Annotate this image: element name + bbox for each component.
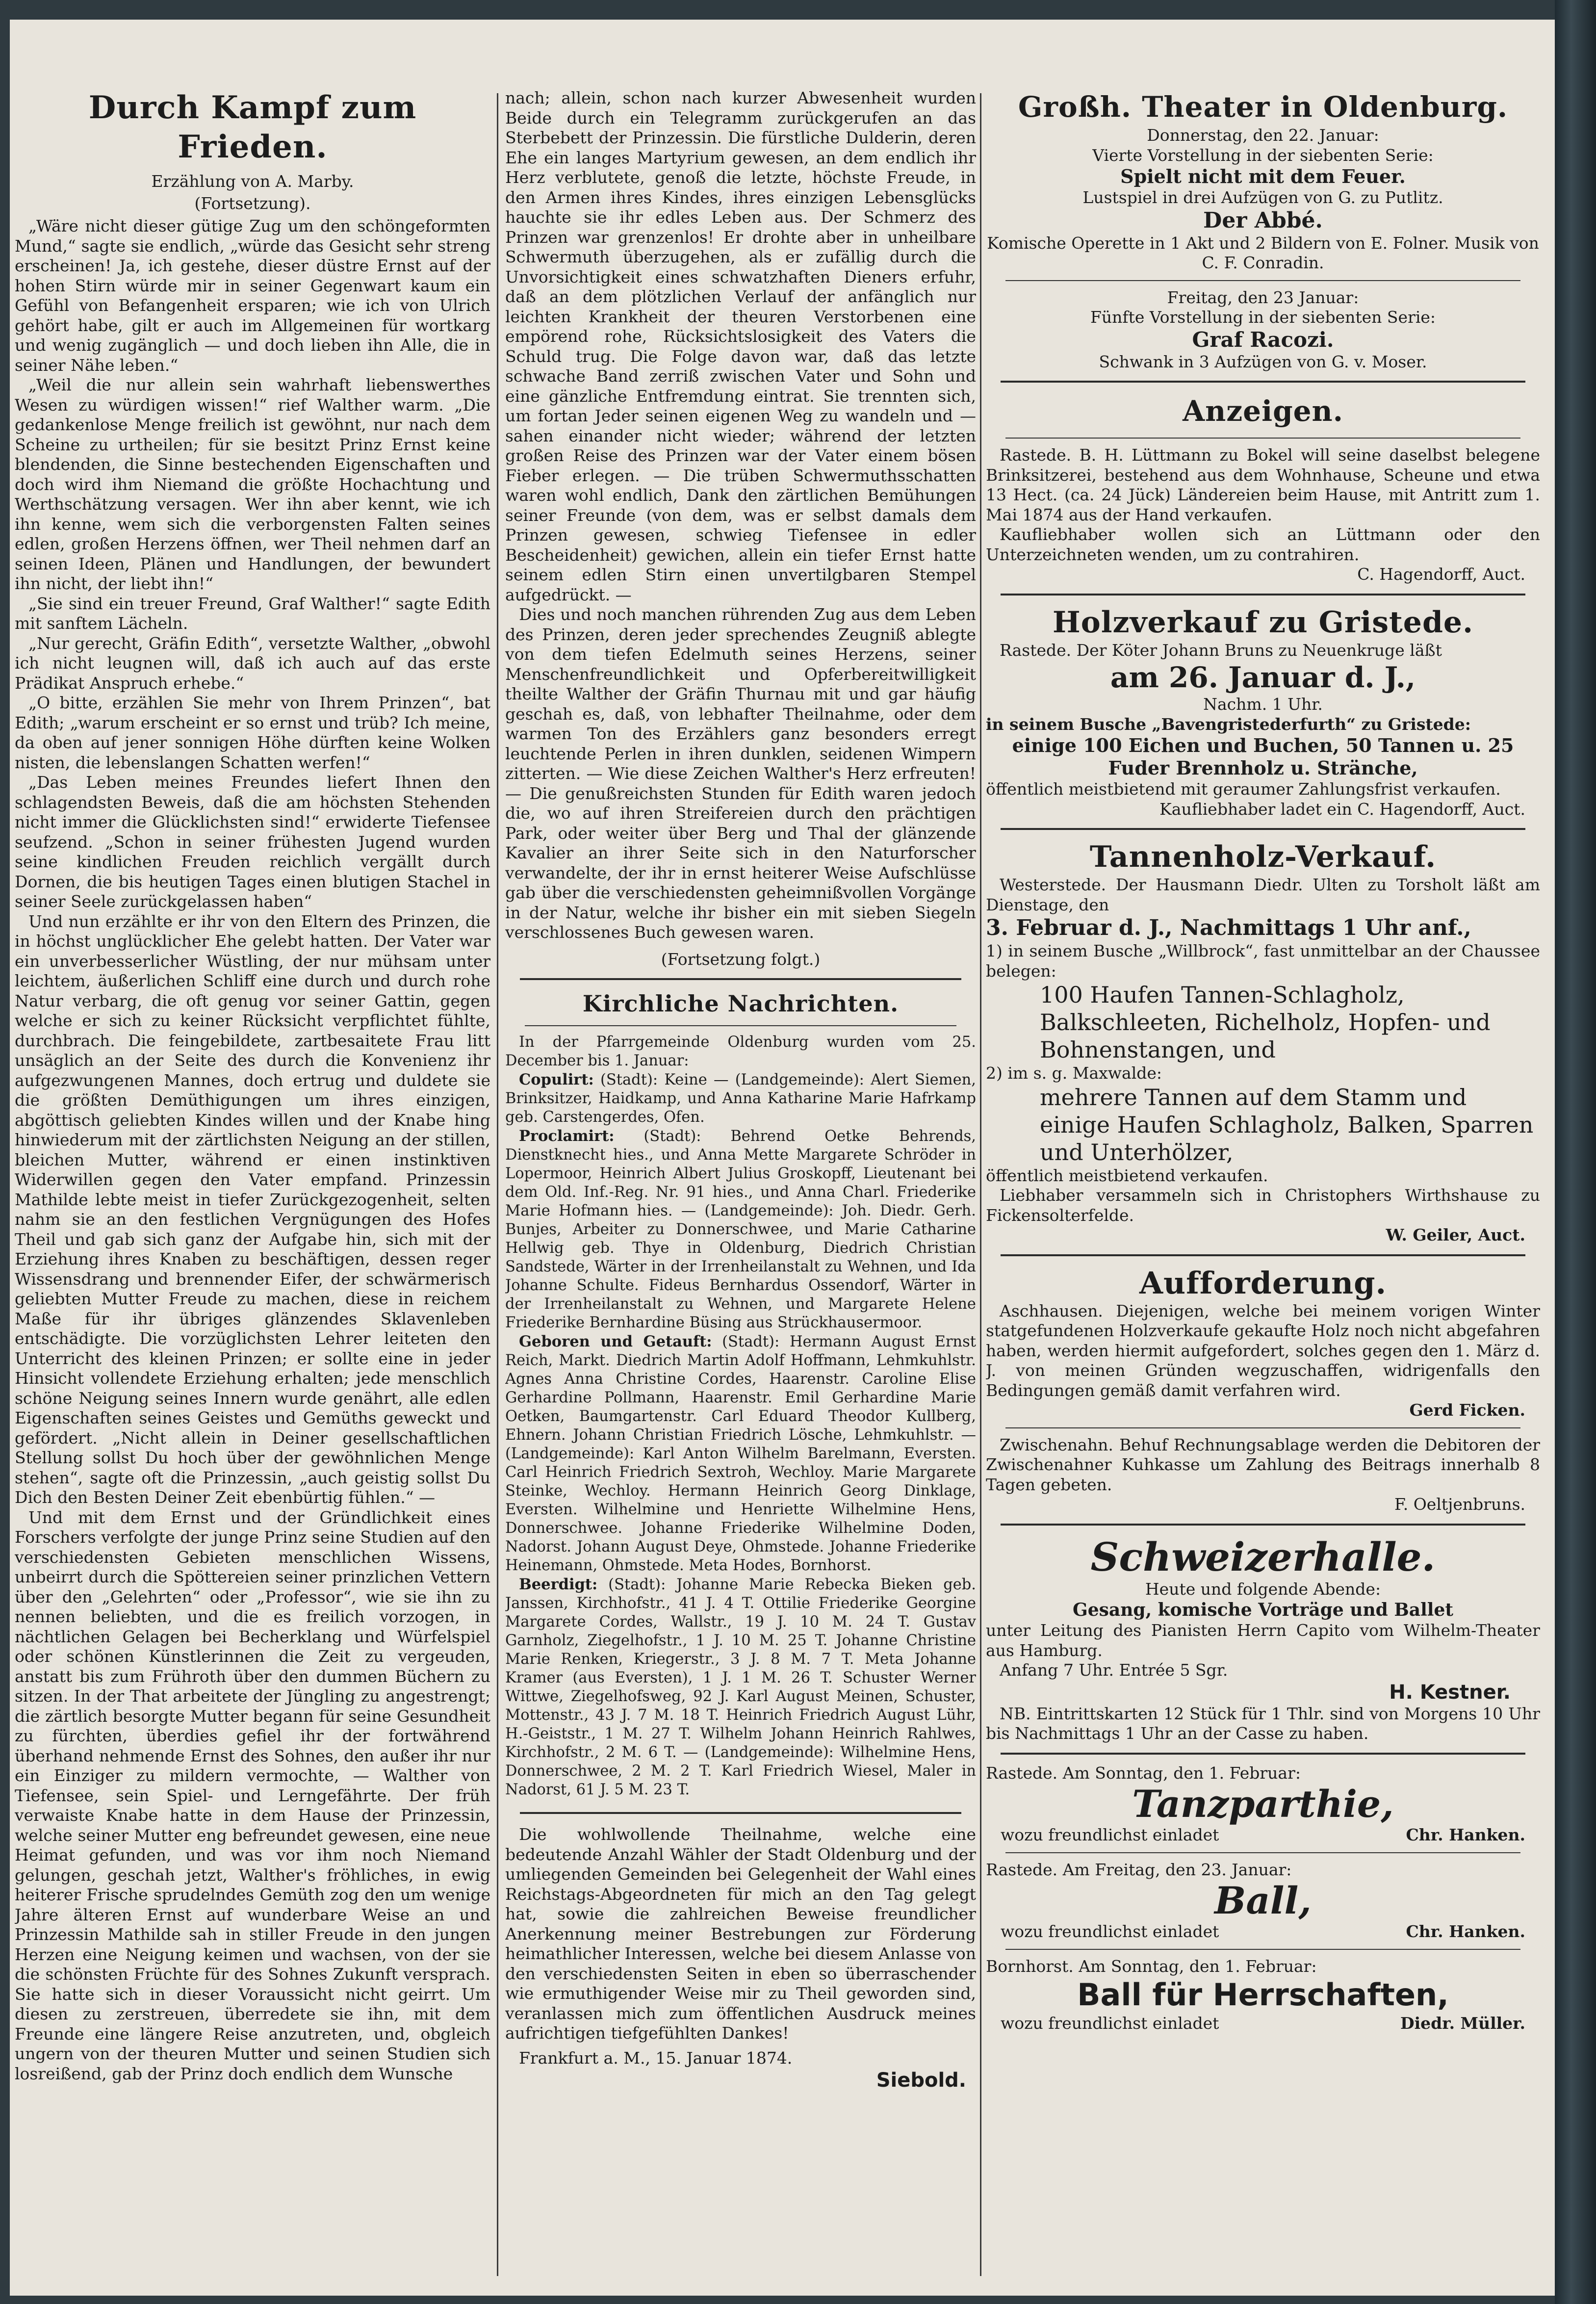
ad-ball-intro: Rastede. Am Freitag, den 23. Januar: xyxy=(986,1860,1292,1879)
ad-kuhkasse-text: Zwischenahn. Behuf Rechnungsablage werden die Debitoren der Zwischenahner Kuhkasse um Zahlung des Beitrags innerhalb 8 Tagen gebeten. xyxy=(986,1435,1540,1494)
ad-signature: Chr. Hanken. xyxy=(1406,1825,1525,1844)
ad-signature: C. Hagendorff, Auct. xyxy=(1357,565,1525,584)
column-divider xyxy=(980,93,981,2276)
section-divider xyxy=(1001,1524,1525,1526)
story-continuation: (Fortsetzung). xyxy=(194,193,311,213)
theater-line: Komische Operette in 1 Akt und 2 Bildern von E. Folner. Musik von C. F. Conradin. xyxy=(987,233,1539,272)
church-text: (Stadt): Johanne Marie Rebecka Bieken geb. Janssen, Kirchhofstr., 41 J. 4 T. Ottilie Friederike Georgine Margarete Cordes, Wallstr., 19 J. 10 M. 24 T. Gustav Garnholz, Ziegelhofstr., 1 J. 10 M. 25 T. Johanne Christine Marie Renken, Kriegerstr., 3 J. 8 M. 7 T. Meta Johanne Kramer (aus Eversten), 1 J. 1 M. 26 T. Schuster Werner Wittwe, Ziegelhofsweg, 92 J. Karl August Meinen, Schuster, Mottenstr., 43 J. 7 M. 18 T. Heinrich Friedrich August Lühr, H.-Geiststr., 1 M. 27 T. Wilhelm Johann Heinrich Rahlwes, Kirchhofstr., 2 M. 6 T. — (Landgemeinde): Wilhelmine Hens, Donnerschwee, 2 M. 2 T. Karl Friedrich Wiesel, Maler in Nadorst, 61 J. 5 M. 23 T. xyxy=(505,1576,976,1798)
theater-line: Donnerstag, den 22. Januar: xyxy=(1147,126,1379,145)
ad-aufforderung-text: Aschhausen. Diejenigen, welche bei meinem vorigen Winter statgefundenen Holzverkaufe gekaufte Holz noch nicht abgefahren haben, werden hiermit aufgefordert, solches gegen den 1. März d. J. von meinen Gründen wegzuschaffen, widrigenfalls den Bedingungen gemäß damit verfahren wird. xyxy=(986,1301,1540,1400)
theater-play-title: Spielt nicht mit dem Feuer. xyxy=(1120,165,1406,187)
ad-ball-footer xyxy=(986,1922,1540,1942)
section-divider xyxy=(520,1812,961,1814)
story-paragraph: „Weil die nur allein sein wahrhaft liebenswerthes Wesen zu würdigen wissen!“ rief Walther warm. „Die gedankenlose Menge freilich ist gewöhnt, nur nach dem Scheine zu urtheilen; für sie besitzt Prinz Ernst keine blendenden, die Sinne bestechenden Eigenschaften und doch wird ihm Niemand die größte Hochachtung und Werthschätzung versagen. Wer ihn aber kennt, wie ich ihn kenne, wem sich die verborgensten Falten seines edlen, großen Herzens öffnen, wer Theil nehmen darf an seinen Ideen, Plänen und Handlungen, der bewundert ihn nicht, der liebt ihn!“ xyxy=(15,375,490,593)
ad-schweizerhalle-nb: NB. Eintrittskarten 12 Stück für 1 Thlr. sind von Morgens 10 Uhr bis Nachmittags 1 Uhr an der Casse zu haben. xyxy=(986,1704,1540,1743)
ad-tannenholz-lot2-items: mehrere Tannen auf dem Stamm und einige Haufen Schlagholz, Balken, Sparren und Unterhölzer, xyxy=(1040,1084,1534,1165)
column-divider xyxy=(497,93,498,2276)
thanks-notice: Die wohlwollende Theilnahme, welche eine bedeutende Anzahl Wähler der Stadt Oldenburg und der umliegenden Gemeinden bei Gelegenheit der Wahl eines Reichstags-Abgeordneten für mich an den Tag gelegt hat, sowie die zahlreichen Beweise freundlicher Anerkennung meiner Bestrebungen zur Förderung heimathlicher Interessen, welche bei diesem Anlasse von den verschiedensten Seiten in eben so überraschender wie ermuthigender Weise mir zu Theil geworden sind, veranlassen mich zum öffentlichen Ausdruck meines aufrichtigen tiefgefühlten Dankes! xyxy=(505,1825,976,2043)
ad-signature: F. Oeltjenbruns. xyxy=(1394,1495,1525,1514)
story-paragraph: Und mit dem Ernst und der Gründlichkeit eines Forschers verfolgte der junge Prinz seine Studien auf den verschiedensten Gebieten menschlichen Wissens, unbeirrt durch die Spöttereien seiner prinzlichen Vettern über den „Gelehrten“ oder „Professor“, wie sie ihn zu nennen beliebten, und die es freilich vorzogen, in nächtlichen Gelagen bei Becherklang und Würfelspiel oder schönen Künstlerinnen die Zeit zu vergeuden, anstatt bis zum Frühroth über den dummen Büchern zu sitzen. In der That arbeitete der Jüngling zu angestrengt; die zärtlich besorgte Mutter begann für seine Gesundheit zu fürchten, überdies gefiel ihr der fortwährend überhand nehmende Ernst des Sohnes, den außer ihr nur ein Einziger zu mildern vermochte, — Walther von Tiefensee, sein Spiel- und Lerngefährte. Der früh verwaiste Knabe hatte in dem Hause der Prinzessin, welche seiner Mutter eng befreundet gewesen, eine neue Heimat gefunden, und was vor ihm noch Niemand gelungen, geschah jetzt, Walther's fröhliches, in ewig heiterer Frische sprudelndes Gemüth zog den um wenige Jahre älteren Ernst auf wunderbare Weise an und Prinzessin Mathilde sah in stiller Freude in den jungen Herzen eine Neigung keimen und wachsen, von der sie die schönsten Früchte für des Sohnes Zukunft versprach. Sie hatte sich in dieser Voraussicht nicht geirrt. Um diesen zu zerstreuen, überredete sie ihn, mit dem Freunde eine längere Reise anzutreten, und, obgleich ungern von der theuren Mutter und seinen Studien sich losreißend, gab der Prinz doch endlich dem Wunsche xyxy=(15,1507,490,2083)
church-label: Proclamirt: xyxy=(519,1127,615,1145)
ad-tannenholz-lot2: 2) im s. g. Maxwalde: xyxy=(986,1063,1162,1083)
ad-luettmann-contact: Kaufliebhaber wollen sich an Lüttmann oder den Unterzeichneten wenden, um zu contrahiren. xyxy=(986,525,1540,564)
thanks-place-date: Frankfurt a. M., 15. Januar 1874. xyxy=(519,2048,793,2068)
section-divider xyxy=(1001,381,1525,383)
theater-play-title: Der Abbé. xyxy=(1203,207,1323,233)
church-text: (Stadt): Behrend Oetke Behrends, Dienstknecht hies., und Anna Mette Margarete Schröder in Lopermoor, Heinrich Albert Julius Groskopff, Lieutenant bei dem Old. Inf.-Reg. Nr. 91 hies., und Anna Charl. Friederike Marie Hofmann hies. — (Landgemeinde): Joh. Diedr. Gerh. Bunjes, Arbeiter zu Donnerschwee, und Marie Catharine Hellwig geb. Thye in Oldenburg, Diedrich Christian Sandstede, Wärter in der Irrenheilanstalt zu Wehnen, und Ida Johanne Schulte. Fideus Bernhardus Ossendorf, Wärter in der Irrenheilanstalt zu Wehnen, und Margarete Helene Friederike Bernhardine Büsing aus Strückhausermoor. xyxy=(505,1128,976,1331)
ad-tanz-intro: Rastede. Am Sonntag, den 1. Februar: xyxy=(986,1763,1301,1783)
story-paragraph: Dies und noch manchen rührenden Zug aus dem Leben des Prinzen, deren jeder sprechendes Zeugniß ablegte von dem tiefen Edelmuth seines Herzens, seiner Menschenfreundlichkeit und Opferbereitwilligkeit theilte Walther der Gräfin Thurnau mit und gar häufig geschah es, daß, von lebhafter Theilnahme, oder dem warmen Ton des Erzählers ganz besonders erregt leuchtende Perlen in ihren dunklen, seidenen Wimpern zitterten. — Wie diese Zeichen Walther's Herz erfreuten! — Die genußreichsten Stunden für Edith waren jedoch die, wo auf ihren Streifereien durch den prächtigen Park, oder weiter über Berg und Thal der glänzende Kavalier an ihrer Seite sich in den Naturforscher verwandelte, der ihr in ernst heiterer Weise Aufschlüsse gab über die verschiedensten geheimnißvollen Vorgänge in der Natur, welche ihr bisher ein mit sieben Siegeln verschlossenes Buch gewesen waren. xyxy=(505,605,976,942)
section-divider xyxy=(1001,1753,1525,1755)
ad-schweizerhalle-line: Heute und folgende Abende: xyxy=(1145,1579,1381,1599)
ad-signature: Kaufliebhaber ladet ein C. Hagendorff, Auct. xyxy=(1159,799,1525,819)
church-entry-copulirt xyxy=(505,1070,976,1127)
theater-line: Vierte Vorstellung in der siebenten Serie: xyxy=(1092,145,1434,165)
ad-signature: H. Kestner. xyxy=(1389,1681,1511,1704)
story-paragraph: Und nun erzählte er ihr von den Eltern des Prinzen, die in höchst unglücklicher Ehe gelebt hatten. Der Vater war ein unverbesserlicher Wüstling, der nur mühsam unter leichtem, äußerlichen Schliff eine durch und durch rohe Natur verbarg, die oft genug vor seiner Gattin, gegen welche er sich zu keiner Rücksicht verpflichtet fühlte, durchbrach. Die feingebildete, zartbesaitete Frau litt unsäglich an der Seite des durch die Konvenienz ihr aufgezwungenen Mannes, doch ertrug und duldete sie die größten Demüthigungen um ihres einzigen, abgöttisch geliebten Kindes willen und der Knabe hing hinwiederum mit der zärtlichsten Neigung an der stillen, bleichen Mutter, während er einen instinktiven Widerwillen gegen den Vater empfand. Prinzessin Mathilde lebte meist in tiefer Zurückgezogenheit, selten nahm sie an den festlichen Vergnügungen des Hofes Theil und gab sich ganz der Aufgabe hin, sich mit der Erziehung ihres Knaben zu beschäftigen, dessen reger Wissensdrang und brennender Eifer, der schwärmerisch geliebten Mutter Freude zu machen, diese in reichem Maße für ihr übriges glänzendes Sklavenleben entschädigte. Die vorzüglichsten Lehrer leiteten den Unterricht des kleinen Prinzen; er sollte eine in jeder Hinsicht vollendete Erziehung erhalten; jede menschlich schöne Neigung seines Innern wurde genährt, alle edlen Eigenschaften seines Geistes und Gemüths geweckt und gefördert. „Nicht allein in Deiner gesellschaftlichen Stellung sollst Du hoch über der gewöhnlichen Menge stehen“, sagte oft die Prinzessin, „auch geistig sollst Du Dich den Besten Deiner Zeit ebenbürtig fühlen.“ — xyxy=(15,911,490,1507)
story-byline: Erzählung von A. Marby. xyxy=(151,172,354,191)
ad-holzverkauf-date: am 26. Januar d. J., xyxy=(1110,661,1416,694)
section-divider xyxy=(1001,828,1525,830)
title-underline xyxy=(1005,438,1520,439)
church-entry-proclamirt xyxy=(505,1127,976,1332)
ad-tannenholz-meeting: Liebhaber versammeln sich in Christophers Wirthshause zu Fickensolterfelde. xyxy=(986,1186,1540,1225)
church-intro: In der Pfarrgemeinde Oldenburg wurden vom 25. December bis 1. Januar: xyxy=(505,1034,976,1069)
church-entry-beerdigt xyxy=(505,1575,976,1799)
story-paragraph: „Sie sind ein treuer Freund, Graf Walther!“ sagte Edith mit sanftem Lächeln. xyxy=(15,594,490,633)
theater-line: Fünfte Vorstellung in der siebenten Serie: xyxy=(1090,308,1436,327)
story-paragraph: „Nur gerecht, Gräfin Edith“, versetzte Walther, „obwohl ich nicht leugnen will, daß ich auch auf das erste Prädikat Anspruch erhebe.“ xyxy=(15,633,490,693)
ad-tannenholz-date: 3. Februar d. J., Nachmittags 1 Uhr anf., xyxy=(986,915,1471,940)
theater-line: Freitag, den 23 Januar: xyxy=(1167,287,1359,307)
section-divider xyxy=(1005,1852,1520,1853)
ad-invite-text: wozu freundlichst einladet xyxy=(1001,1922,1219,1941)
ad-signature: Chr. Hanken. xyxy=(1406,1922,1525,1941)
church-entry-geboren xyxy=(505,1332,976,1575)
story-continued xyxy=(505,88,976,969)
book-binding-edge xyxy=(1555,0,1596,2304)
ad-aufforderung-title: Aufforderung. xyxy=(1139,1265,1387,1301)
section-divider xyxy=(1005,1949,1520,1950)
ad-invite-text: wozu freundlichst einladet xyxy=(1001,1825,1219,1844)
section-divider xyxy=(1005,280,1520,281)
story-title: Durch Kampf zum Frieden. xyxy=(88,89,417,165)
church-news-title: Kirchliche Nachrichten. xyxy=(582,990,899,1017)
ad-tannenholz-lot1: 1) in seinem Busche „Willbrock“, fast unmittelbar an der Chaussee belegen: xyxy=(986,941,1540,981)
theater-line: Schwank in 3 Aufzügen von G. v. Moser. xyxy=(1099,352,1427,371)
ad-signature: W. Geiler, Auct. xyxy=(1386,1225,1525,1244)
thanks-signature: Siebold. xyxy=(876,2069,966,2092)
church-text: (Stadt): Hermann August Ernst Reich, Markt. Diedrich Martin Adolf Hoffmann, Lehmkuhlstr. Agnes Anna Christine Cordes, Haarenstr. Caroline Elise Gerhardine Pollmann, Haarenstr. Emil Gerhardine Marie Oetken, Baumgartenstr. Carl Eduard Theodor Kullberg, Ehnern. Johann Christian Friedrich Lösche, Lehmkuhlstr. — (Landgemeinde): Karl Anton Wilhelm Barelmann, Eversten. Carl Heinrich Friedrich Sextroh, Wechloy. Marie Margarete Steinke, Wechloy. Hermann Heinrich Georg Dinklage, Eversten. Wilhelmine und Henriette Wilhelmine Hens, Donnerschwee. Johanne Friederike Wilhelmine Doden, Nadorst. Johann August Deye, Ohmstede. Johanne Friederike Heinemann, Ohmstede. Meta Hodes, Bornhorst. xyxy=(505,1333,976,1574)
ad-schweizerhalle-line: Anfang 7 Uhr. Entrée 5 Sgr. xyxy=(1000,1660,1228,1680)
ads-heading: Anzeigen. xyxy=(1183,394,1343,428)
ad-tannenholz-intro: Westerstede. Der Hausmann Diedr. Ulten zu Torsholt läßt am Dienstage, den xyxy=(986,875,1540,914)
theater-line: Lustspiel in drei Aufzügen von G. zu Putlitz. xyxy=(1082,188,1443,207)
ad-tannenholz-title: Tannenholz-Verkauf. xyxy=(1089,840,1437,874)
ad-holzverkauf-intro: Rastede. Der Köter Johann Bruns zu Neuenkruge läßt xyxy=(1000,640,1442,660)
church-label: Beerdigt: xyxy=(519,1576,598,1593)
ad-holzverkauf-title: Holzverkauf zu Gristede. xyxy=(1053,605,1473,640)
ad-herrschaften-intro: Bornhorst. Am Sonntag, den 1. Februar: xyxy=(986,1956,1317,1976)
ad-tannenholz-terms: öffentlich meistbietend verkaufen. xyxy=(986,1165,1268,1185)
ad-tanz-title: Tanzparthie, xyxy=(1132,1782,1394,1826)
story-paragraph: „O bitte, erzählen Sie mehr von Ihrem Prinzen“, bat Edith; „warum erscheint er so ernst und trüb? Ich meine, da oben auf jener sonnigen Höhe dürften keine Wolken nisten, die lebenslangen Schatten werfen!“ xyxy=(15,693,490,772)
ad-schweizerhalle-program: Gesang, komische Vorträge und Ballet xyxy=(1072,1600,1453,1620)
ad-tannenholz-lot1-items: 100 Haufen Tannen-Schlagholz, Balkschleeten, Richelholz, Hopfen- und Bohnenstangen, und xyxy=(1040,982,1491,1063)
story-paragraph: „Wäre nicht dieser gütige Zug um den schöngeformten Mund,“ sagte sie endlich, „würde das Gesicht sehr streng erscheinen! Ja, ich gestehe, dieser düstre Ernst auf der hohen Stirn würde mir in seiner Gegenwart kaum ein Gefühl von Befangenheit ersparen; wie ich von Ulrich gehört habe, gilt er auch im Allgemeinen für wortkarg und wenig zugänglich — und doch lieben ihn Alle, die in seiner Nähe leben.“ xyxy=(15,216,490,375)
ad-holzverkauf-terms: öffentlich meistbietend mit geraumer Zahlungsfrist verkaufen. xyxy=(986,779,1501,799)
ad-invite-text: wozu freundlichst einladet xyxy=(1001,2014,1219,2033)
story-paragraph: „Das Leben meines Freundes liefert Ihnen den schlagendsten Beweis, daß die am höchsten Stehenden nicht immer die Glücklichsten sind!“ erwiderte Tiefensee seufzend. „Schon in seiner frühesten Jugend wurden seine kindlichen Freuden reichlich vergällt durch Dornen, die bis heutigen Tages einen blutigen Stachel in seiner Seele zurückgelassen haben“ xyxy=(15,773,490,911)
section-divider xyxy=(1001,1254,1525,1256)
ad-herrschaften-title: Ball für Herrschaften, xyxy=(1077,1977,1449,2013)
title-underline xyxy=(525,1025,956,1026)
ad-schweizerhalle-title: Schweizerhalle. xyxy=(1090,1533,1436,1580)
church-label: Copulirt: xyxy=(519,1071,594,1088)
ad-luettmann: Rastede. B. H. Lüttmann zu Bokel will seine daselbst belegene Brinksitzerei, bestehend aus dem Wohnhause, Scheune und etwa 13 Hect. (ca. 24 Jück) Ländereien beim Hause, mit Antritt zum 1. Mai 1874 aus der Hand verkaufen. xyxy=(986,445,1540,524)
ad-holzverkauf-time: Nachm. 1 Uhr. xyxy=(1203,695,1323,714)
ad-holzverkauf-location: in seinem Busche „Bavengristederfurth“ zu Gristede: xyxy=(986,714,1471,734)
column-news xyxy=(505,20,976,2296)
ad-schweizerhalle-line: unter Leitung des Pianisten Herrn Capito vom Wilhelm-Theater aus Hamburg. xyxy=(986,1621,1540,1660)
ad-tanz-footer xyxy=(986,1825,1540,1845)
newspaper-page xyxy=(10,20,1555,2296)
section-divider xyxy=(1001,594,1525,595)
story-body xyxy=(15,216,490,2084)
column-serial-story xyxy=(15,20,490,2296)
story-to-be-continued: (Fortsetzung folgt.) xyxy=(661,949,821,969)
church-text: (Stadt): Keine — (Landgemeinde): Alert Siemen, Brinksitzer, Haidkamp, und Anna Katharine Marie Hafrkamp geb. Carstengerdes, Ofen. xyxy=(505,1071,976,1126)
ad-herrschaften-footer xyxy=(986,2014,1540,2034)
theater-play-title: Graf Racozi. xyxy=(1192,327,1334,352)
ad-holzverkauf-items: einige 100 Eichen und Buchen, 50 Tannen u. 25 Fuder Brennholz u. Stränche, xyxy=(1012,734,1514,779)
ad-ball-title: Ball, xyxy=(1214,1879,1312,1922)
section-divider xyxy=(1005,1427,1520,1428)
column-advertisements xyxy=(986,20,1540,2296)
section-divider xyxy=(520,978,961,980)
church-label: Geboren und Getauft: xyxy=(519,1333,712,1350)
story-paragraph: nach; allein, schon nach kurzer Abwesenheit wurden Beide durch ein Telegramm zurückgerufen an das Sterbebett der Prinzessin. Die fürstliche Dulderin, deren Ehe ein langes Martyrium gewesen, an dem endlich ihr Herz verblutete, genoß die letzte, höchste Freude, in den Armen ihres Kindes, ihres einzigen Lebensglücks hauchte sie ihr edles Leben aus. Der Schmerz des Prinzen war grenzenlos! Er drohte aber in unheilbare Schwermuth überzugehen, als er zufällig durch die Unvorsichtigkeit eines schwatzhaften Dieners erfuhr, daß an dem plötzlichen Verlauf der anfänglich nur leichten Krankheit der theuren Verstorbenen eine empörend rohe, Rücksichtslosigkeit des Vaters die Schuld trug. Die Folge davon war, daß das letzte schwache Band zerriß zwischen Vater und Sohn und eine gänzliche Entfremdung eintrat. Sie trennten sich, um fortan Jeder seinen eigenen Weg zu wandeln und — sahen einander nicht wieder; während der letzten großen Reise des Prinzen war der Vater einem bösen Fieber erlegen. — Die trüben Schwermuthsschatten waren wohl endlich, Dank den zärtlichen Bemühungen seiner Freunde (von dem, was er selbst damals dem Prinzen gewesen, schwieg Tiefensee in edler Bescheidenheit) gewichen, allein ein tiefer Ernst hatte seinem edlen Stirn einen unvertilgbaren Stempel aufgedrückt. — xyxy=(505,88,976,604)
ad-signature: Gerd Ficken. xyxy=(1409,1400,1525,1420)
ad-signature: Diedr. Müller. xyxy=(1400,2014,1525,2033)
theater-title: Großh. Theater in Oldenburg. xyxy=(1018,90,1508,124)
